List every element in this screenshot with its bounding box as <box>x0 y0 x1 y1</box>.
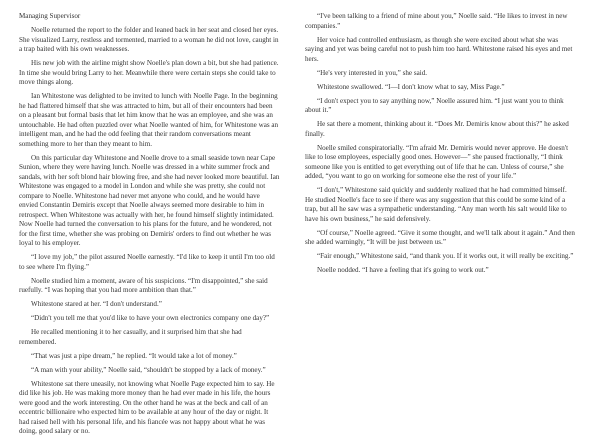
paragraph-15: “He's very interested in you,” she said. <box>317 68 428 77</box>
right-column <box>305 12 576 280</box>
paragraph-11: “A man with your ability,” Noelle said, “shouldn't be stopped by a lack of money.” <box>31 365 266 374</box>
paragraph-20: “I don't,” Whitestone said quickly and suddenly realized that he had committed himself. He studied Noelle's face to see if there was any suggestion that this could be some kind of a trap, but all he saw was a sympathetic understanding. “Any man worth his salt would like to have his own business,” he said defensively. <box>305 186 567 223</box>
paragraph-7: Whitestone stared at her. “I don't understand.” <box>31 300 162 308</box>
paragraph-17: “I don't expect you to say anything now,” Noelle assured him. “I just want you to think about it.” <box>305 96 564 114</box>
paragraph-2: His new job with the airline might show Noelle's plan down a bit, but she had patience. In time she would bring Larry to her. Meanwhile there were certain steps she could take to move things along. <box>19 59 279 86</box>
paragraph-19: Noelle smiled conspiratorially. “I'm afraid Mr. Demiris would never approve. He doesn't like to lose employees, especially good ones. However—” she paused fractionally, “I think someone like you is entitled to get everything out of life that he can. Unless of course,” she added, “you want to go on working for someone else the rest of your life.” <box>305 143 569 180</box>
paragraph-22: “Fair enough,” Whitestone said, “and thank you. If it works out, it will really be exciting.” <box>317 252 574 260</box>
paragraph-21: “Of course,” Noelle agreed. “Give it some thought, and we'll talk about it again.” And then she added warningly, “It will be just between us.” <box>305 228 575 246</box>
paragraph-13: “I've been talking to a friend of mine about you,” Noelle said. “He likes to invest in new companies.” <box>305 12 568 30</box>
paragraph-0: Managing Supervisor <box>19 12 81 20</box>
paragraph-4: On this particular day Whitestone and Noelle drove to a small seaside town near Cape Sunion, where they were having lunch. Noelle was dressed in a white summer frock and sandals, with her soft blond hair blowing free, and she had never looked more beautiful. Ian Whitestone was engaged to a model in London and while she was pretty, she could not compare to Noelle. Whitestone had never met anyone who could, and he would have envied Constantin Demiris except that Noelle always seemed more desirable to him in retrospect. When Whitestone was actually with her, he found himself slightly intimidated. Now Noelle had turned the conversation to his plans for the future, and he wondered, not for the first time, whether she was probing on Demiris' orders to find out whether he was loyal to his employer. <box>19 153 280 247</box>
paragraph-10: “That was just a pipe dream,” he replied. “It would take a lot of money.” <box>31 351 237 360</box>
paragraph-8: “Didn't you tell me that you'd like to have your own electronics company one day?” <box>31 314 270 322</box>
paragraph-12: Whitestone sat there uneasily, not knowing what Noelle Page expected him to say. He did like his job. He was making more money than he had ever made in his life, the hours were good and the work interesting. On the other hand he was at the beck and call of an eccentric billionaire who expected him to be available at any hour of the day or night. It had raised hell with his personal life, and his fiancée was not happy about what he was doing, good salary or no. <box>19 379 275 435</box>
paragraph-9: He recalled mentioning it to her casually, and it surprised him that she had remembered. <box>19 328 242 346</box>
paragraph-16: Whitestone swallowed. “I—I don't know what to say, Miss Page.” <box>317 82 505 91</box>
paragraph-6: Noelle studied him a moment, aware of his suspicions. “I'm disappointed,” she said ruefully. “I was hoping that you had more ambition than that.” <box>19 276 268 294</box>
paragraph-14: Her voice had controlled enthusiasm, as though she were excited about what she was saying and yet was being careful not to push him too hard. Whitestone raised his eyes and met hers. <box>305 35 573 63</box>
paragraph-18: He sat there a moment, thinking about it. “Does Mr. Demiris know about this?” he asked finally. <box>305 120 569 138</box>
paragraph-23: Noelle nodded. “I have a feeling that it's going to work out.” <box>317 266 489 274</box>
paragraph-1: Noelle returned the report to the folder and leaned back in her seat and closed her eyes. She visualized Larry, restless and tormented, married to a woman he did not love, caught in a trap baited with his own weaknesses. <box>19 26 279 53</box>
paragraph-3: Ian Whitestone was delighted to be invited to lunch with Noelle Page. In the beginning he had flattered himself that she was attracted to him, but all of their encounters had been on a pleasant but formal basis that let him know that he was an employee, and she was an untouchable. He had often puzzled over what Noelle wanted of him, for Whitestone was an intelligent man, and he had the odd feeling that their random conversations meant something more to her than they meant to him. <box>19 92 279 148</box>
paragraph-5: “I love my job,” the pilot assured Noelle earnestly. “I'd like to keep it until I'm too old to see where I'm flying.” <box>19 253 275 271</box>
left-column <box>19 12 280 441</box>
